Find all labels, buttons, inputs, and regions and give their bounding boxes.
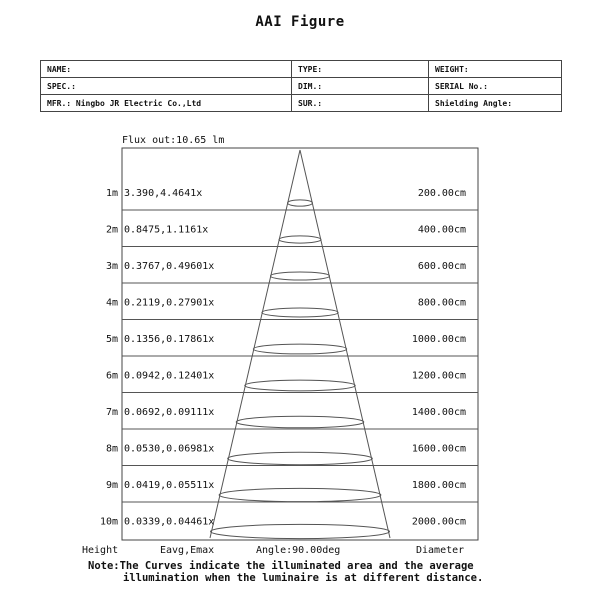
row-illuminance-label: 0.3767,0.49601x xyxy=(124,261,215,272)
illuminated-areas xyxy=(211,200,390,539)
note-line-1: Note:The Curves indicate the illuminated area and the average xyxy=(88,560,474,572)
weight-cell: WEIGHT: xyxy=(429,61,562,78)
footer-angle-label: Angle:90.00deg xyxy=(256,545,341,556)
row-illuminance-label: 0.0942,0.12401x xyxy=(124,370,215,382)
footer-diameter-label: Diameter xyxy=(416,545,465,556)
row-height-label: 8m xyxy=(105,443,118,455)
row-illuminance-label: 0.0419,0.05511x xyxy=(124,480,215,491)
row-diameter-label: 1200.00cm xyxy=(411,370,466,382)
row-illuminance-label: 0.8475,1.1161x xyxy=(124,224,209,236)
illuminated-area-ellipse xyxy=(245,380,355,391)
serial-cell: SERIAL No.: xyxy=(429,78,562,95)
illuminated-area-ellipse xyxy=(253,344,346,354)
mfr-cell: MFR.: Ningbo JR Electric Co.,Ltd xyxy=(41,95,292,112)
sur-cell: SUR.: xyxy=(292,95,429,112)
row-height-label: 3m xyxy=(105,261,118,272)
row-diameter-label: 1400.00cm xyxy=(411,407,466,418)
illuminated-area-ellipse xyxy=(270,272,329,280)
illuminated-area-ellipse xyxy=(288,200,313,206)
row-diameter-label: 1600.00cm xyxy=(411,443,466,455)
illuminated-area-ellipse xyxy=(262,308,338,317)
row-height-label: 10m xyxy=(99,516,118,528)
footer-height-label: Height xyxy=(82,545,119,556)
row-height-label: 5m xyxy=(105,334,118,345)
row-diameter-label: 200.00cm xyxy=(417,188,466,199)
row-diameter-label: 2000.00cm xyxy=(411,516,466,528)
illuminated-area-ellipse xyxy=(236,416,364,428)
row-illuminance-label: 0.0692,0.09111x xyxy=(124,407,215,418)
row-illuminance-label: 0.0339,0.04461x xyxy=(124,516,215,528)
footer-eavg-label: Eavg,Emax xyxy=(160,545,215,556)
row-diameter-label: 600.00cm xyxy=(417,261,466,272)
row-diameter-label: 1000.00cm xyxy=(411,334,466,345)
name-cell: NAME: xyxy=(41,61,292,78)
row-height-label: 7m xyxy=(105,407,118,418)
grid-lines xyxy=(122,210,478,502)
row-height-label: 9m xyxy=(105,480,118,491)
row-labels xyxy=(100,188,466,528)
illuminated-area-ellipse xyxy=(228,452,373,464)
dim-cell: DIM.: xyxy=(292,78,429,95)
row-illuminance-label: 0.1356,0.17861x xyxy=(124,334,215,345)
row-height-label: 6m xyxy=(105,370,118,382)
row-illuminance-label: 0.2119,0.27901x xyxy=(124,297,215,309)
note xyxy=(88,560,588,584)
illuminated-area-ellipse xyxy=(219,488,381,501)
row-height-label: 2m xyxy=(105,224,118,236)
footer-labels xyxy=(82,545,464,556)
row-height-label: 1m xyxy=(105,188,118,199)
type-cell: TYPE: xyxy=(292,61,429,78)
row-illuminance-label: 0.0530,0.06981x xyxy=(124,443,215,455)
note-line-2: illumination when the luminaire is at different distance. xyxy=(123,572,484,584)
shielding-angle-cell: Shielding Angle: xyxy=(429,95,562,112)
row-diameter-label: 800.00cm xyxy=(417,297,466,309)
row-illuminance-label: 3.390,4.4641x xyxy=(124,188,203,199)
flux-label: Flux out:10.65 lm xyxy=(122,135,225,146)
illuminated-area-ellipse xyxy=(279,236,321,243)
row-diameter-label: 400.00cm xyxy=(417,224,466,236)
spec-cell: SPEC.: xyxy=(41,78,292,95)
row-diameter-label: 1800.00cm xyxy=(411,480,466,491)
row-height-label: 4m xyxy=(105,297,118,309)
illuminated-area-ellipse xyxy=(211,524,390,538)
figure-title: AAI Figure xyxy=(255,14,345,30)
